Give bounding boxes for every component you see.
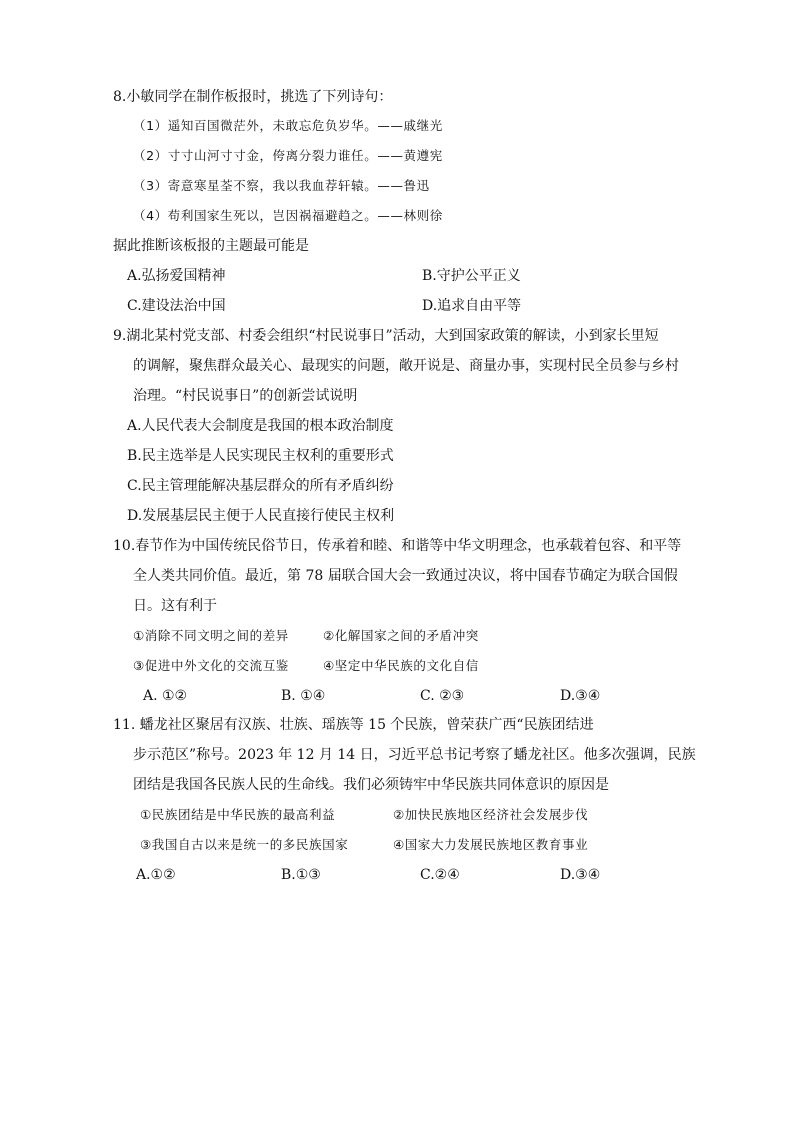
q9-stem-line-1: 9.湖北某村党支部、村委会组织“村民说事日”活动，大到国家政策的解读，小到家长里短 (113, 328, 659, 344)
q10-item-3: ③促进中外文化的交流互鉴 (133, 658, 289, 673)
q8-poem-4: （4）苟利国家生死以，岂因祸福避趋之。——林则徐 (133, 208, 443, 223)
q8-option-a: A.弘扬爱国精神 (127, 268, 226, 284)
q10-option-c: C. ②③ (420, 688, 465, 704)
q11-stem-line-1: 11. 蟠龙社区聚居有汉族、壮族、瑶族等 15 个民族，曾荣获广西“民族团结进 (113, 717, 594, 733)
q10-item-4: ④坚定中华民族的文化自信 (323, 658, 479, 673)
q11-option-a: A.①② (136, 867, 176, 883)
q11-item-1: ①民族团结是中华民族的最高利益 (140, 807, 336, 822)
q9-stem-line-3: 治理。“村民说事日”的创新尝试说明 (133, 388, 358, 404)
q9-option-c: C.民主管理能解决基层群众的所有矛盾纠纷 (127, 478, 394, 494)
q9-option-d: D.发展基层民主便于人民直接行使民主权利 (127, 508, 395, 524)
q11-item-3: ③我国自古以来是统一的多民族国家 (140, 837, 349, 852)
q10-option-a: A. ①② (143, 688, 188, 704)
q11-stem-line-3: 团结是我国各民族人民的生命线。我们必须铸牢中华民族共同体意识的原因是 (133, 777, 609, 793)
q10-stem-line-1: 10.春节作为中国传统民俗节日，传承着和睦、和谐等中华文明理念，也承载着包容、和平等 (113, 538, 682, 554)
q8-option-b: B.守护公平正义 (422, 268, 521, 284)
q8-poem-2: （2）寸寸山河寸寸金，侉离分裂力谁任。——黄遵宪 (133, 148, 443, 163)
q11-stem-line-2: 步示范区”称号。2023 年 12 月 14 日，习近平总书记考察了蟠龙社区。他多次强调，民族 (133, 747, 696, 763)
q9-option-a: A.人民代表大会制度是我国的根本政治制度 (127, 418, 394, 434)
q8-option-c: C.建设法治中国 (127, 298, 226, 314)
q11-item-2: ②加快民族地区经济社会发展步伐 (393, 807, 589, 822)
q11-item-4: ④国家大力发展民族地区教育事业 (393, 837, 589, 852)
q9-stem-line-2: 的调解，聚焦群众最关心、最现实的问题，敞开说是、商量办事，实现村民全员参与乡村 (133, 358, 679, 374)
q10-stem-line-2: 全人类共同价值。最近，第 78 届联合国大会一致通过决议，将中国春节确定为联合国假 (133, 568, 678, 584)
q8-poem-3: （3）寄意寒星荃不察，我以我血荐轩辕。——鲁迅 (133, 178, 430, 193)
q10-option-d: D.③④ (560, 688, 601, 704)
q8-stem: 8.小敏同学在制作板报时，挑选了下列诗句： (113, 89, 393, 105)
q10-option-b: B. ①④ (281, 688, 326, 704)
q10-item-1: ①消除不同文明之间的差异 (133, 628, 289, 643)
q8-option-d: D.追求自由平等 (422, 298, 522, 314)
q11-option-b: B.①③ (281, 867, 321, 883)
q8-question: 据此推断该板报的主题最可能是 (113, 238, 309, 254)
q9-option-b: B.民主选举是人民实现民主权利的重要形式 (127, 448, 394, 464)
q11-option-c: C.②④ (420, 867, 460, 883)
q8-poem-1: （1）遥知百国微茫外，未敢忘危负岁华。——戚继光 (133, 118, 443, 133)
q11-option-d: D.③④ (560, 867, 601, 883)
q10-item-2: ②化解国家之间的矛盾冲突 (323, 628, 479, 643)
q10-stem-line-3: 日。这有利于 (133, 598, 217, 614)
